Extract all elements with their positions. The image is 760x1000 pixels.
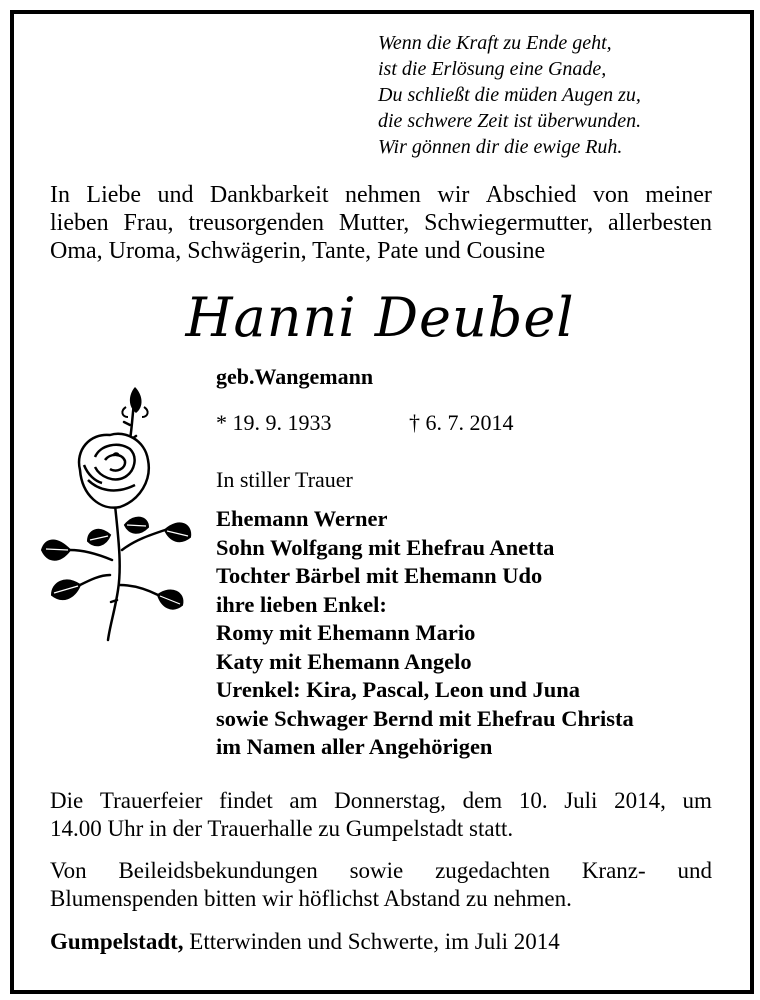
condolence-line: Blumenspenden bitten wir höflichst Abstand zu nehmen. [50,886,572,911]
word: Von [50,858,87,883]
word: Donnerstag, [334,788,446,813]
word: um [682,788,712,813]
word: wir [437,182,470,208]
deceased-name: Hanni Deubel [185,286,575,349]
poem-line: ist die Erlösung eine Gnade, [378,58,607,80]
condolence-notice [50,857,712,913]
word: 10. [518,788,548,813]
word: Beileidsbekundungen [118,858,318,883]
word: lieben [50,210,109,236]
mourner-line: im Namen aller Angehörigen [216,734,493,759]
word: von [592,182,629,208]
poem-line: Wir gönnen dir die ewige Ruh. [378,136,623,158]
word: dem [462,788,503,813]
funeral-line [50,787,712,815]
funeral-line: 14.00 Uhr in der Trauerhalle zu Gumpelstadt statt. [50,816,514,841]
life-dates [216,410,514,436]
condolence-line [50,857,712,885]
mourner-line: Urenkel: Kira, Pascal, Leon und Juna [216,677,580,702]
word: Frau, [123,210,174,236]
closing-line [50,928,712,956]
birth-date: * 19. 9. 1933 [216,410,332,435]
word: und [677,858,712,883]
mourner-line: Ehemann Werner [216,506,388,531]
mourner-line: Romy mit Ehemann Mario [216,620,476,645]
death-date: † 6. 7. 2014 [409,410,514,435]
mourner-line: Tochter Bärbel mit Ehemann Udo [216,563,543,588]
closing-rest: Etterwinden und Schwerte, im Juli 2014 [183,929,560,954]
intro-line [50,181,712,209]
poem-line: die schwere Zeit ist überwunden. [378,110,642,132]
mourner-line: Sohn Wolfgang mit Ehefrau Anetta [216,534,555,560]
word: am [289,788,318,813]
word: Die [50,788,84,813]
word: zugedachten [435,858,550,883]
word: In [50,182,70,208]
mourner-line: ihre lieben Enkel: [216,591,387,617]
word: Kranz- [581,858,646,883]
word: Abschied [485,182,577,208]
mourner-line: sowie Schwager Bernd mit Ehefrau Christa [216,705,634,731]
poem [378,30,718,160]
mourning-intro: In stiller Trauer [216,467,353,492]
word: allerbesten [608,210,712,236]
intro-line: Oma, Uroma, Schwägerin, Tante, Pate und Cousine [50,238,546,264]
word: 2014, [614,788,666,813]
word: treusorgenden [188,210,324,236]
word: Mutter, [338,210,410,236]
word: Dankbarkeit [209,182,329,208]
mourners-list [216,505,634,762]
poem-line: Du schließt die müden Augen zu, [378,84,641,106]
word: sowie [349,858,404,883]
closing-place: Gumpelstadt, [50,929,184,954]
funeral-notice [50,787,712,843]
word: Trauerfeier [99,788,203,813]
mourner-line: Katy mit Ehemann Angelo [216,648,472,674]
intro-text [50,181,712,265]
word: meiner [645,182,712,208]
word: findet [219,788,273,813]
word: Juli [564,788,598,813]
word: und [157,182,194,208]
birth-name: geb.Wangemann [216,364,374,389]
poem-line: Wenn die Kraft zu Ende geht, [378,32,612,54]
word: Liebe [86,182,142,208]
intro-line [50,209,712,237]
word: Schwiegermutter, [424,210,594,236]
word: nehmen [344,182,421,208]
rose-icon [40,385,195,645]
